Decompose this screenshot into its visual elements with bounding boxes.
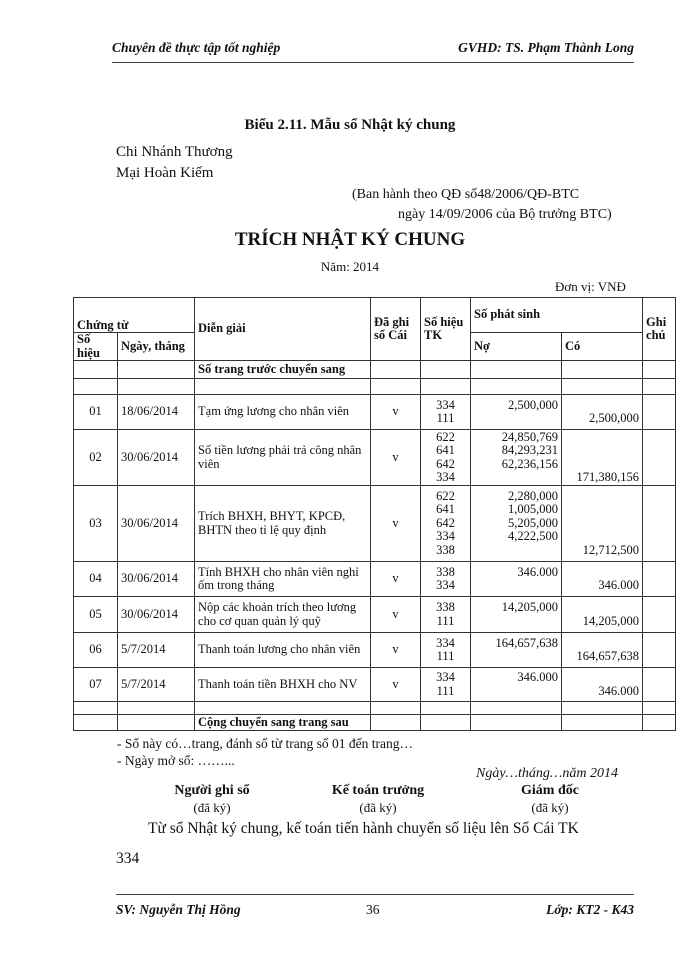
table-row — [74, 395, 676, 430]
entry-note — [643, 430, 676, 486]
entry-number: 06 — [74, 633, 118, 668]
table-row-spacer — [74, 379, 676, 395]
carry-in-label: Số trang trước chuyển sang — [195, 361, 371, 379]
credit-amount — [565, 458, 639, 472]
note-line-2: - Ngày mở sổ: ……... — [117, 753, 235, 768]
account-code: 641 — [436, 443, 455, 457]
entry-note — [643, 486, 676, 562]
entry-number: 07 — [74, 668, 118, 702]
entry-description: Tính BHXH cho nhân viên nghỉ ốm trong tháng — [195, 562, 371, 597]
debit-amount: 5,205,000 — [508, 515, 559, 530]
credit-amount — [565, 566, 639, 580]
entry-description: Trích BHXH, BHYT, KPCĐ, BHTN theo tỉ lệ quy định — [195, 486, 371, 562]
credit-amounts — [562, 486, 643, 562]
account-code: 334 — [436, 397, 455, 412]
credit-amount — [565, 601, 639, 615]
header-right: GVHD: TS. Phạm Thành Long — [458, 40, 634, 55]
account-code: 111 — [436, 683, 455, 698]
footer-right: Lớp: KT2 - K43 — [546, 902, 634, 917]
debit-amounts — [471, 668, 562, 702]
debit-amounts — [471, 395, 562, 430]
account-code: 111 — [436, 613, 455, 628]
col-so-hieu: Số hiệu — [74, 333, 118, 361]
account-code: 334 — [436, 578, 455, 592]
debit-amount: 84,293,231 — [501, 443, 559, 457]
reference-line-1: (Ban hành theo QĐ số48/2006/QĐ-BTC — [352, 187, 580, 202]
entry-number: 04 — [74, 562, 118, 597]
col-co: Có — [562, 333, 643, 361]
credit-amount — [565, 503, 639, 517]
credit-amount — [565, 530, 639, 544]
entry-note — [643, 395, 676, 430]
debit-amount: 4,222,500 — [508, 529, 559, 544]
account-code: 642 — [436, 456, 455, 471]
journal-table — [73, 297, 676, 731]
credit-amount — [565, 637, 639, 651]
debit-amounts — [471, 430, 562, 486]
ledger-posted-mark: v — [371, 633, 421, 668]
debit-amount: 24,850,769 — [501, 429, 559, 444]
col-da-ghi: Đã ghi sổ Cái — [371, 298, 421, 361]
account-codes — [421, 668, 471, 702]
doc-title: TRÍCH NHẬT KÝ CHUNG — [234, 229, 466, 250]
account-codes — [421, 562, 471, 597]
account-code: 622 — [436, 488, 455, 503]
debit-amount: 1,005,000 — [508, 502, 559, 517]
debit-amount — [474, 650, 558, 664]
signature-status-3: (đã ký) — [531, 800, 569, 815]
credit-amount: 2,500,000 — [589, 411, 640, 425]
entry-date: 5/7/2014 — [118, 633, 195, 668]
entry-note — [643, 562, 676, 597]
carry-out-label: Cộng chuyển sang trang sau — [195, 715, 371, 731]
reference-line-2: ngày 14/09/2006 của Bộ trưởng BTC) — [398, 207, 612, 222]
debit-amount: 2,280,000 — [508, 488, 559, 503]
signature-status-2: (đã ký) — [359, 800, 397, 815]
paragraph-line-1: Từ sổ Nhật ký chung, kế toán tiến hành chuyển số liệu lên Sổ Cái TK — [148, 820, 579, 837]
entry-number: 03 — [74, 486, 118, 562]
signature-title-2: Kế toán trưởng — [331, 783, 425, 798]
account-codes — [421, 486, 471, 562]
table-row — [74, 633, 676, 668]
credit-amount — [565, 399, 639, 413]
col-so-phat-sinh: Số phát sinh — [471, 298, 643, 333]
credit-amount — [565, 671, 639, 685]
signature-title-1: Người ghi sổ — [174, 783, 250, 798]
credit-amounts — [562, 430, 643, 486]
account-codes — [421, 633, 471, 668]
account-code: 642 — [436, 515, 455, 530]
credit-amount — [565, 490, 639, 504]
account-code: 338 — [436, 600, 455, 614]
account-codes — [421, 395, 471, 430]
entry-description: Số tiền lương phải trả công nhân viên — [195, 430, 371, 486]
debit-amount — [474, 412, 558, 426]
credit-amounts — [562, 633, 643, 668]
debit-amount: 14,205,000 — [501, 600, 559, 614]
col-ngay: Ngày, tháng — [118, 333, 195, 361]
ledger-posted-mark: v — [371, 486, 421, 562]
account-codes — [421, 430, 471, 486]
currency-unit: Đơn vị: VNĐ — [555, 279, 626, 294]
account-code: 641 — [436, 502, 455, 517]
entry-description: Thanh toán lương cho nhân viên — [195, 633, 371, 668]
table-row-carry-in — [74, 361, 676, 379]
col-dien-giai: Diễn giải — [195, 298, 371, 361]
table-row — [74, 430, 676, 486]
account-code: 111 — [436, 411, 455, 425]
debit-amount: 346.000 — [517, 564, 559, 579]
ledger-posted-mark: v — [371, 395, 421, 430]
entry-date: 30/06/2014 — [118, 597, 195, 633]
paragraph-line-2: 334 — [116, 850, 140, 867]
credit-amount: 14,205,000 — [582, 613, 640, 628]
credit-amount — [565, 431, 639, 445]
table-row-spacer — [74, 702, 676, 715]
account-codes — [421, 597, 471, 633]
credit-amount: 346.000 — [598, 683, 640, 698]
debit-amount — [474, 579, 558, 593]
debit-amounts — [471, 486, 562, 562]
signature-title-3: Giám đốc — [521, 783, 579, 798]
ledger-posted-mark: v — [371, 668, 421, 702]
debit-amount: 2,500,000 — [508, 397, 559, 412]
notes — [117, 735, 413, 769]
ledger-posted-mark: v — [371, 562, 421, 597]
header-divider — [112, 62, 634, 63]
table-row — [74, 562, 676, 597]
entry-note — [643, 597, 676, 633]
credit-amount: 164,657,638 — [576, 649, 640, 663]
account-code: 334 — [436, 635, 455, 650]
credit-amount: 12,712,500 — [582, 542, 640, 557]
debit-amount — [474, 471, 558, 485]
table-row-carry-out — [74, 715, 676, 731]
debit-amount — [474, 685, 558, 699]
note-line-1: - Sổ này có…trang, đánh số từ trang số 01 đến trang… — [117, 736, 414, 751]
credit-amount: 346.000 — [598, 578, 640, 592]
page-header — [112, 40, 634, 56]
debit-amount: 164,657,638 — [495, 635, 559, 650]
entry-number: 02 — [74, 430, 118, 486]
debit-amount: 62,236,156 — [501, 456, 559, 471]
credit-amount — [565, 444, 639, 458]
table-row — [74, 486, 676, 562]
ledger-posted-mark: v — [371, 597, 421, 633]
caption: Biểu 2.11. Mẫu sổ Nhật ký chung — [244, 117, 456, 133]
entry-note — [643, 633, 676, 668]
debit-amounts — [471, 597, 562, 633]
ledger-posted-mark: v — [371, 430, 421, 486]
credit-amount: 171,380,156 — [576, 470, 640, 484]
debit-amounts — [471, 562, 562, 597]
debit-amount — [474, 615, 558, 629]
entry-date: 30/06/2014 — [118, 562, 195, 597]
org-line-2: Mại Hoàn Kiếm — [116, 165, 214, 181]
account-code: 334 — [436, 470, 455, 484]
page-number: 36 — [366, 902, 380, 917]
entry-date: 18/06/2014 — [118, 395, 195, 430]
table-row — [74, 597, 676, 633]
col-chung-tu: Chứng từ — [74, 298, 195, 333]
year: Năm: 2014 — [320, 259, 380, 274]
entry-number: 01 — [74, 395, 118, 430]
entry-description: Tạm ứng lương cho nhân viên — [195, 395, 371, 430]
account-code: 111 — [436, 649, 455, 663]
credit-amounts — [562, 597, 643, 633]
sign-date: Ngày…tháng…năm 2014 — [476, 766, 618, 781]
credit-amounts — [562, 668, 643, 702]
credit-amount — [565, 517, 639, 531]
debit-amounts — [471, 633, 562, 668]
account-code: 338 — [436, 542, 455, 557]
col-so-hieu-tk: Số hiệu TK — [421, 298, 471, 361]
entry-date: 5/7/2014 — [118, 668, 195, 702]
entry-note — [643, 668, 676, 702]
credit-amounts — [562, 395, 643, 430]
header-left: Chuyên đề thực tập tốt nghiệp — [112, 40, 281, 55]
entry-number: 05 — [74, 597, 118, 633]
account-code: 622 — [436, 429, 455, 444]
entry-description: Nộp các khoản trích theo lương cho cơ quan quản lý quỹ — [195, 597, 371, 633]
account-code: 334 — [436, 529, 455, 544]
entry-date: 30/06/2014 — [118, 430, 195, 486]
account-code: 338 — [436, 564, 455, 579]
signature-status-1: (đã ký) — [193, 800, 231, 815]
footer-divider — [116, 894, 634, 895]
footer-left: SV: Nguyễn Thị Hồng — [116, 902, 241, 917]
org-line-1: Chi Nhánh Thương — [116, 144, 233, 160]
col-ghi-chu: Ghi chú — [643, 298, 676, 361]
table-row — [74, 668, 676, 702]
page-footer — [116, 902, 634, 918]
debit-amount — [474, 544, 558, 558]
entry-date: 30/06/2014 — [118, 486, 195, 562]
entry-description: Thanh toán tiền BHXH cho NV — [195, 668, 371, 702]
debit-amount: 346.000 — [517, 670, 559, 684]
col-no: Nợ — [471, 333, 562, 361]
account-code: 334 — [436, 670, 455, 684]
credit-amounts — [562, 562, 643, 597]
